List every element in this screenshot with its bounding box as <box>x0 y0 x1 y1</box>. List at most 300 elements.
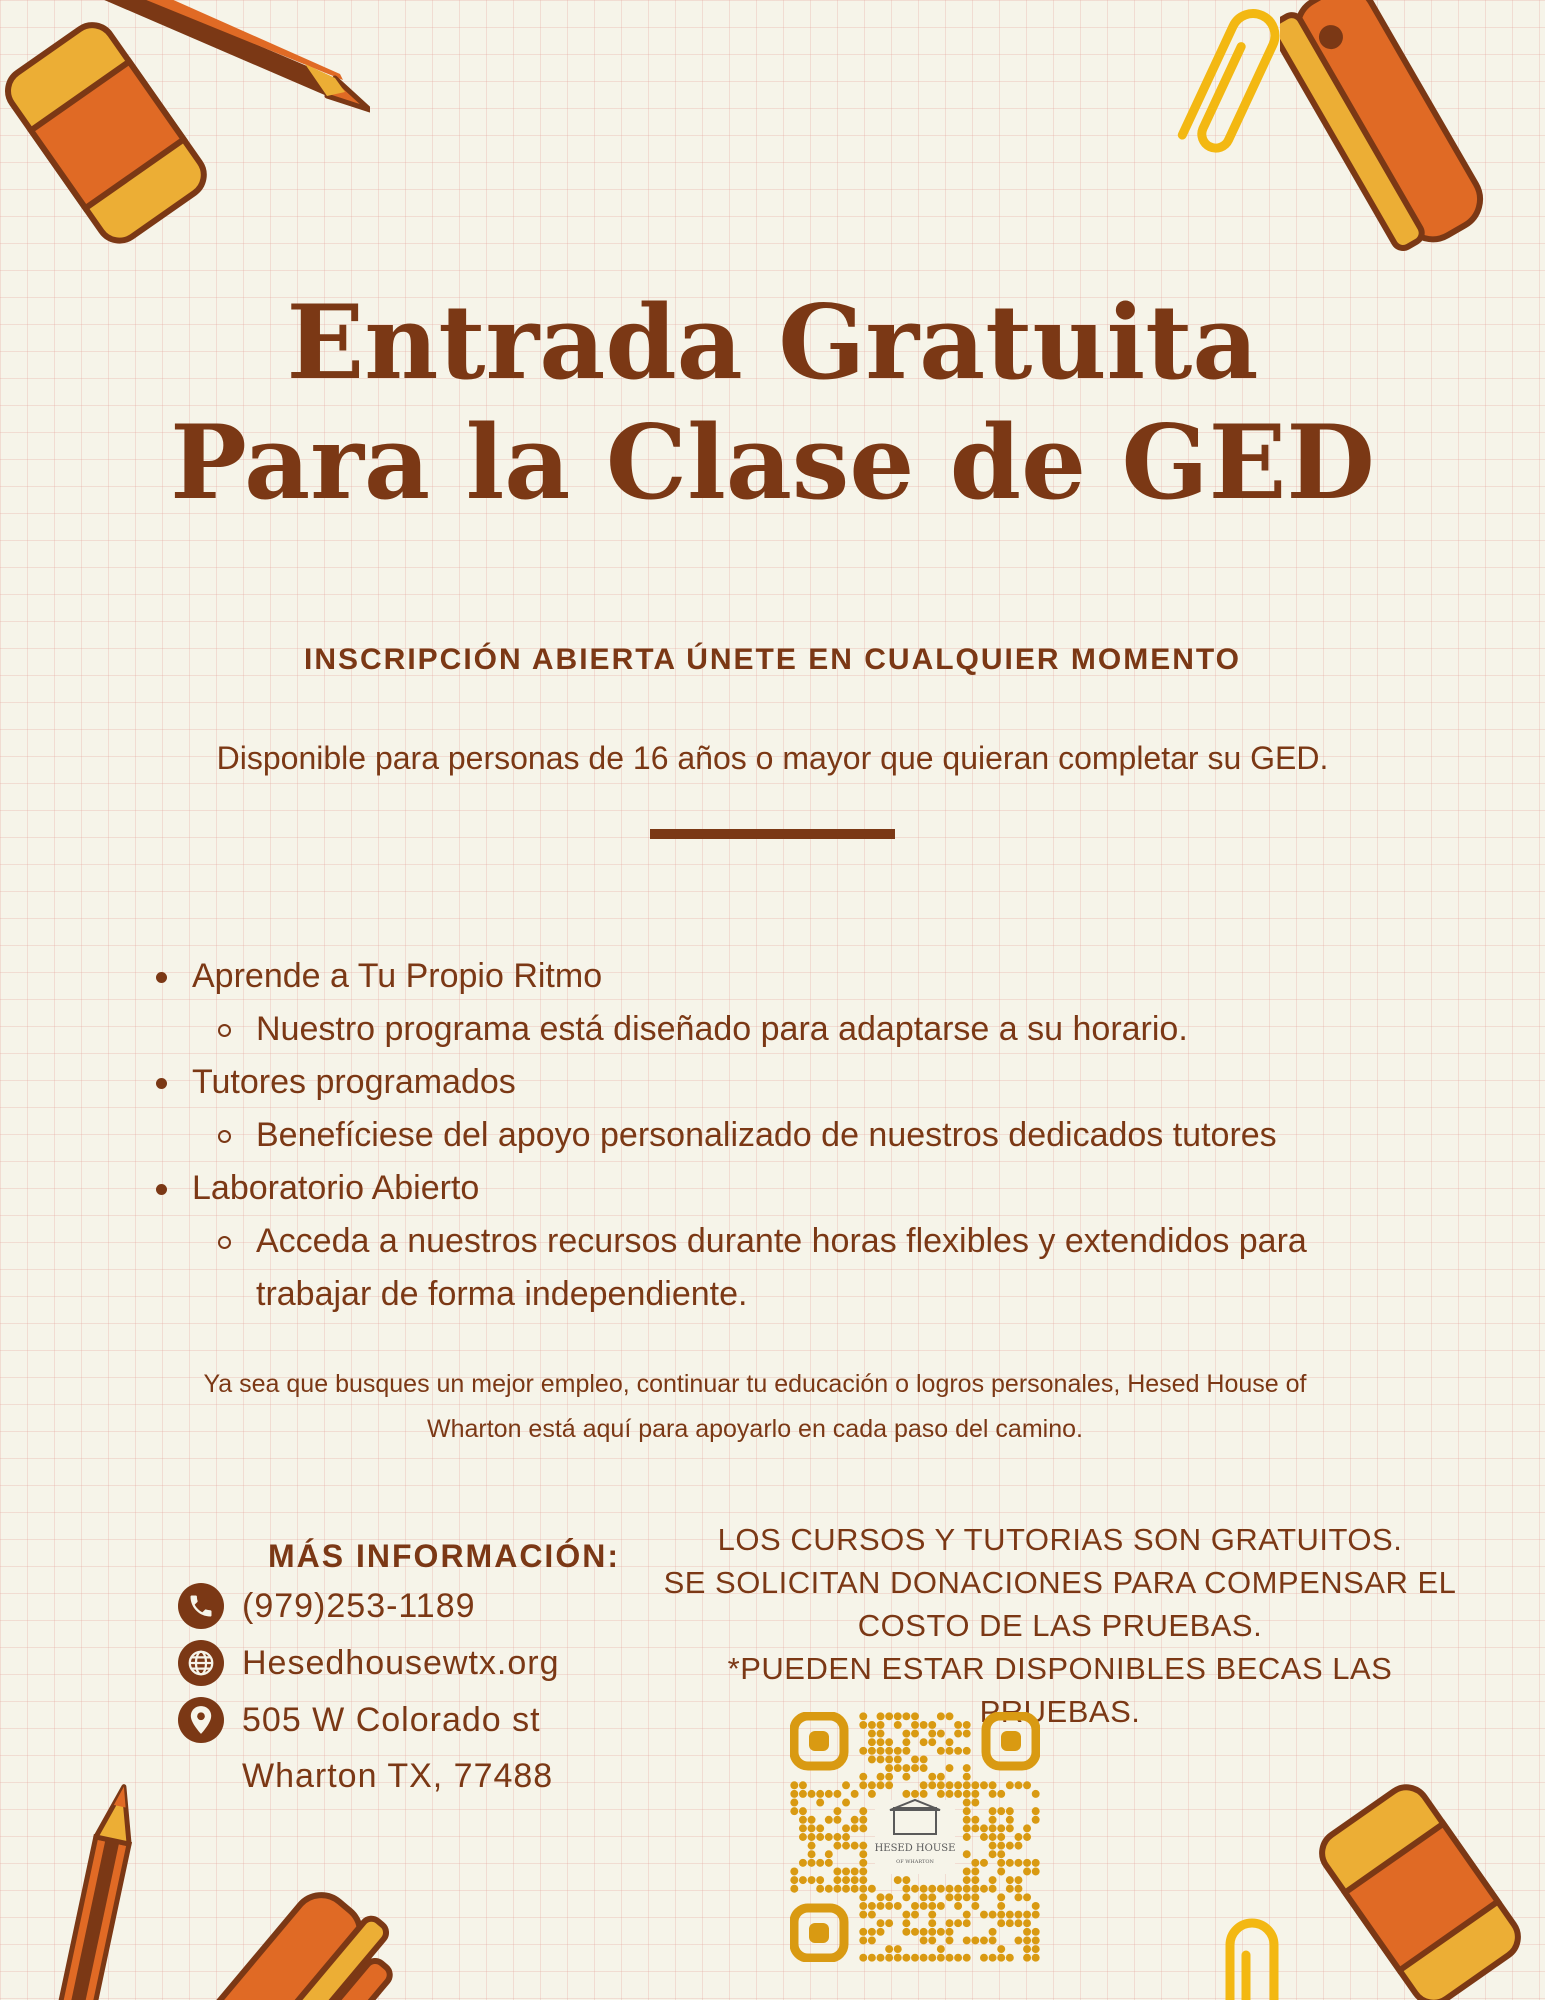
page-title <box>0 283 1545 523</box>
qr-module <box>842 1868 850 1876</box>
qr-finder-bottom-left <box>794 1908 844 1958</box>
qr-module <box>1023 1859 1031 1867</box>
title-line-1: Entrada Gratuita <box>286 283 1259 403</box>
qr-module <box>868 1885 876 1893</box>
qr-module <box>825 1790 833 1798</box>
qr-logo-name: HESED HOUSE <box>874 1843 956 1854</box>
qr-module <box>816 1876 824 1884</box>
qr-module <box>928 1730 936 1738</box>
feature-heading-tutors: Tutores programados <box>150 1056 1410 1109</box>
qr-module <box>1032 1816 1040 1824</box>
location-pin-icon <box>178 1697 224 1743</box>
availability-text: Disponible para personas de 16 años o mayor que quieran completar su GED. <box>216 740 1329 776</box>
support-line-2: Wharton está aquí para apoyarlo en cada paso del camino. <box>427 1415 1083 1443</box>
phone-number: (979)253-1189 <box>242 1587 476 1625</box>
website-link[interactable]: Hesedhousewtx.org <box>242 1644 560 1682</box>
qr-module <box>937 1712 945 1720</box>
qr-module <box>790 1885 798 1893</box>
qr-module <box>997 1807 1005 1815</box>
qr-module <box>1032 1790 1040 1798</box>
qr-module <box>877 1928 885 1936</box>
qr-module <box>902 1730 910 1738</box>
qr-module <box>1023 1928 1031 1936</box>
qr-module <box>851 1790 859 1798</box>
qr-module <box>877 1721 885 1729</box>
qr-module <box>963 1911 971 1919</box>
qr-module <box>911 1885 919 1893</box>
qr-module <box>902 1919 910 1927</box>
qr-module <box>920 1954 928 1962</box>
qr-module <box>894 1747 902 1755</box>
notice-line-4: *PUEDEN ESTAR DISPONIBLES BECAS LAS PRUEBAS. <box>727 1651 1393 1729</box>
qr-module <box>902 1738 910 1746</box>
qr-module <box>946 1928 954 1936</box>
qr-module <box>868 1755 876 1763</box>
qr-module <box>946 1738 954 1746</box>
qr-module <box>954 1954 962 1962</box>
qr-module <box>1014 1936 1022 1944</box>
notice-line-3: COSTO DE LAS PRUEBAS. <box>857 1608 1263 1643</box>
qr-module <box>971 1790 979 1798</box>
qr-module <box>971 1885 979 1893</box>
qr-module <box>902 1893 910 1901</box>
qr-module <box>980 1833 988 1841</box>
qr-module <box>1023 1945 1031 1953</box>
qr-module <box>808 1876 816 1884</box>
qr-module <box>894 1954 902 1962</box>
qr-module <box>937 1945 945 1953</box>
qr-module <box>911 1755 919 1763</box>
qr-module <box>980 1885 988 1893</box>
qr-module <box>877 1773 885 1781</box>
qr-module <box>868 1747 876 1755</box>
qr-module <box>833 1816 841 1824</box>
qr-module <box>816 1790 824 1798</box>
qr-module <box>946 1919 954 1927</box>
qr-module <box>885 1738 893 1746</box>
qr-module <box>790 1876 798 1884</box>
qr-module <box>859 1773 867 1781</box>
qr-module <box>790 1868 798 1876</box>
qr-module <box>1006 1859 1014 1867</box>
qr-module <box>877 1954 885 1962</box>
qr-module <box>816 1799 824 1807</box>
qr-module <box>851 1824 859 1832</box>
globe-icon <box>178 1640 224 1686</box>
qr-module <box>816 1824 824 1832</box>
qr-module <box>877 1730 885 1738</box>
paperclip-decoration-top <box>1170 0 1290 165</box>
qr-module <box>946 1790 954 1798</box>
qr-finder-top-right <box>986 1716 1036 1766</box>
qr-module <box>902 1747 910 1755</box>
qr-module <box>868 1721 876 1729</box>
qr-module <box>963 1790 971 1798</box>
eraser-decoration-top-left <box>0 10 220 250</box>
qr-module <box>997 1954 1005 1962</box>
qr-module <box>997 1919 1005 1927</box>
qr-module <box>859 1936 867 1944</box>
qr-module <box>954 1885 962 1893</box>
qr-module <box>842 1799 850 1807</box>
qr-module <box>1032 1954 1040 1962</box>
qr-module <box>868 1954 876 1962</box>
qr-module <box>859 1712 867 1720</box>
qr-module <box>859 1893 867 1901</box>
qr-module <box>920 1738 928 1746</box>
qr-module <box>971 1876 979 1884</box>
qr-module <box>928 1919 936 1927</box>
qr-module <box>1014 1842 1022 1850</box>
qr-module <box>963 1764 971 1772</box>
support-statement <box>70 1362 1440 1452</box>
qr-module <box>971 1868 979 1876</box>
qr-module <box>954 1790 962 1798</box>
qr-module <box>980 1954 988 1962</box>
qr-module <box>997 1859 1005 1867</box>
qr-module <box>902 1885 910 1893</box>
qr-module <box>885 1893 893 1901</box>
qr-module <box>937 1790 945 1798</box>
qr-module <box>833 1807 841 1815</box>
qr-module <box>989 1824 997 1832</box>
qr-code[interactable] <box>790 1712 1040 1962</box>
qr-module <box>1006 1842 1014 1850</box>
qr-module <box>928 1885 936 1893</box>
qr-module <box>799 1816 807 1824</box>
feature-heading-lab: Laboratorio Abierto <box>150 1162 1410 1215</box>
qr-module <box>920 1781 928 1789</box>
qr-module <box>859 1902 867 1910</box>
qr-module <box>833 1885 841 1893</box>
qr-module <box>1023 1911 1031 1919</box>
qr-module <box>1006 1824 1014 1832</box>
more-info-title: MÁS INFORMACIÓN: <box>268 1538 620 1574</box>
qr-module <box>920 1755 928 1763</box>
qr-module <box>808 1824 816 1832</box>
qr-module <box>825 1885 833 1893</box>
qr-module <box>954 1902 962 1910</box>
qr-module <box>920 1790 928 1798</box>
qr-module <box>928 1954 936 1962</box>
qr-module <box>902 1764 910 1772</box>
qr-module <box>859 1721 867 1729</box>
qr-module <box>859 1850 867 1858</box>
qr-module <box>928 1773 936 1781</box>
qr-module <box>868 1928 876 1936</box>
qr-module <box>868 1738 876 1746</box>
qr-module <box>928 1928 936 1936</box>
qr-module <box>894 1945 902 1953</box>
qr-module <box>920 1936 928 1944</box>
qr-module <box>989 1833 997 1841</box>
qr-module <box>790 1781 798 1789</box>
qr-module <box>851 1868 859 1876</box>
qr-module <box>911 1764 919 1772</box>
qr-module <box>799 1859 807 1867</box>
qr-module <box>954 1893 962 1901</box>
qr-module <box>1023 1919 1031 1927</box>
qr-module <box>963 1850 971 1858</box>
qr-module <box>894 1902 902 1910</box>
qr-module <box>989 1936 997 1944</box>
feature-detail-lab: Acceda a nuestros recursos durante horas flexibles y extendidos para trabajar de forma independiente. <box>150 1215 1410 1321</box>
qr-module <box>1032 1807 1040 1815</box>
qr-module <box>1023 1781 1031 1789</box>
qr-module <box>859 1885 867 1893</box>
qr-module <box>859 1824 867 1832</box>
qr-module <box>808 1842 816 1850</box>
qr-module <box>997 1911 1005 1919</box>
qr-module <box>894 1721 902 1729</box>
qr-module <box>868 1911 876 1919</box>
qr-module <box>911 1712 919 1720</box>
qr-module <box>877 1893 885 1901</box>
qr-module <box>980 1781 988 1789</box>
qr-module <box>920 1893 928 1901</box>
qr-module <box>920 1721 928 1729</box>
qr-module <box>1023 1954 1031 1962</box>
qr-module <box>1032 1945 1040 1953</box>
qr-module <box>833 1833 841 1841</box>
qr-module <box>790 1799 798 1807</box>
section-divider <box>650 829 895 839</box>
qr-module <box>799 1824 807 1832</box>
qr-module <box>885 1945 893 1953</box>
qr-module <box>989 1885 997 1893</box>
qr-module <box>902 1712 910 1720</box>
qr-module <box>989 1816 997 1824</box>
qr-module <box>851 1876 859 1884</box>
qr-module <box>816 1833 824 1841</box>
notice-line-1: LOS CURSOS Y TUTORIAS SON GRATUITOS. <box>717 1522 1403 1557</box>
qr-module <box>825 1850 833 1858</box>
qr-module <box>859 1747 867 1755</box>
feature-list <box>150 950 1410 1321</box>
qr-module <box>842 1842 850 1850</box>
qr-module <box>928 1893 936 1901</box>
qr-module <box>954 1919 962 1927</box>
qr-module <box>963 1781 971 1789</box>
pencil-decoration-bottom-left <box>55 1780 155 2000</box>
qr-module <box>963 1876 971 1884</box>
qr-module <box>859 1868 867 1876</box>
qr-module <box>997 1902 1005 1910</box>
qr-module <box>1014 1876 1022 1884</box>
qr-module <box>894 1755 902 1763</box>
qr-module <box>946 1712 954 1720</box>
cost-notice <box>650 1518 1470 1733</box>
qr-module <box>842 1876 850 1884</box>
qr-module <box>997 1850 1005 1858</box>
qr-module <box>1023 1893 1031 1901</box>
qr-module <box>928 1721 936 1729</box>
qr-module <box>963 1885 971 1893</box>
qr-module <box>877 1738 885 1746</box>
qr-module <box>997 1824 1005 1832</box>
qr-module <box>902 1928 910 1936</box>
qr-module <box>859 1781 867 1789</box>
feature-detail-pace: Nuestro programa está diseñado para adaptarse a su horario. <box>150 1003 1410 1056</box>
qr-module <box>920 1764 928 1772</box>
qr-module <box>937 1773 945 1781</box>
qr-module <box>911 1730 919 1738</box>
qr-module <box>971 1893 979 1901</box>
qr-module <box>963 1893 971 1901</box>
qr-module <box>894 1764 902 1772</box>
qr-module <box>1032 1928 1040 1936</box>
qr-module <box>946 1781 954 1789</box>
qr-module <box>997 1945 1005 1953</box>
qr-module <box>825 1833 833 1841</box>
qr-module <box>989 1876 997 1884</box>
paperclip-decoration-bottom <box>1210 1910 1300 2000</box>
qr-module <box>877 1747 885 1755</box>
qr-module <box>885 1712 893 1720</box>
qr-module <box>989 1928 997 1936</box>
qr-module <box>971 1816 979 1824</box>
qr-module <box>877 1919 885 1927</box>
qr-module <box>997 1842 1005 1850</box>
qr-module <box>885 1954 893 1962</box>
qr-module <box>971 1902 979 1910</box>
qr-module <box>1006 1876 1014 1884</box>
eraser-decoration-bottom-right <box>1300 1775 1545 2000</box>
qr-module <box>859 1928 867 1936</box>
qr-module <box>989 1850 997 1858</box>
address-line-2: Wharton TX, 77488 <box>242 1757 554 1795</box>
qr-module <box>877 1902 885 1910</box>
qr-module <box>808 1833 816 1841</box>
qr-module <box>1023 1936 1031 1944</box>
qr-module <box>885 1781 893 1789</box>
qr-module <box>946 1885 954 1893</box>
qr-module <box>1032 1868 1040 1876</box>
qr-module <box>1006 1954 1014 1962</box>
support-line-1: Ya sea que busques un mejor empleo, continuar tu educación o logros personales, Hesed House of <box>203 1370 1307 1398</box>
phone-icon <box>178 1583 224 1629</box>
qr-module <box>980 1859 988 1867</box>
qr-module <box>963 1868 971 1876</box>
qr-module <box>1032 1936 1040 1944</box>
qr-module <box>1014 1911 1022 1919</box>
qr-module <box>902 1876 910 1884</box>
qr-module <box>816 1859 824 1867</box>
qr-module <box>928 1902 936 1910</box>
qr-module <box>799 1781 807 1789</box>
qr-logo-subname: OF WHARTON <box>896 1859 934 1865</box>
qr-module <box>1014 1781 1022 1789</box>
notice-line-2: SE SOLICITAN DONACIONES PARA COMPENSAR EL <box>663 1565 1457 1600</box>
qr-module <box>971 1824 979 1832</box>
qr-module <box>902 1911 910 1919</box>
qr-module <box>1014 1919 1022 1927</box>
qr-module <box>885 1764 893 1772</box>
qr-finder-top-left <box>794 1716 844 1766</box>
qr-module <box>971 1799 979 1807</box>
qr-module <box>1006 1911 1014 1919</box>
qr-module <box>954 1781 962 1789</box>
qr-module <box>790 1790 798 1798</box>
qr-module <box>790 1807 798 1815</box>
qr-module <box>859 1842 867 1850</box>
qr-module <box>928 1911 936 1919</box>
qr-module <box>816 1885 824 1893</box>
qr-module <box>920 1902 928 1910</box>
qr-module <box>825 1816 833 1824</box>
qr-module <box>911 1902 919 1910</box>
address-line-1: 505 W Colorado st <box>242 1701 541 1739</box>
qr-module <box>1014 1885 1022 1893</box>
qr-module <box>980 1911 988 1919</box>
qr-module <box>920 1885 928 1893</box>
qr-module <box>997 1868 1005 1876</box>
qr-module <box>902 1790 910 1798</box>
qr-module <box>963 1919 971 1927</box>
feature-detail-tutors: Benefíciese del apoyo personalizado de nuestros dedicados tutores <box>150 1109 1410 1162</box>
qr-module <box>937 1730 945 1738</box>
qr-module <box>1014 1859 1022 1867</box>
qr-center-logo <box>875 1800 956 1874</box>
qr-module <box>833 1790 841 1798</box>
stapler-decoration-top-right <box>1280 0 1545 265</box>
qr-module <box>920 1928 928 1936</box>
qr-module <box>911 1911 919 1919</box>
qr-module <box>894 1876 902 1884</box>
qr-module <box>851 1885 859 1893</box>
qr-module <box>946 1936 954 1944</box>
qr-module <box>808 1816 816 1824</box>
qr-module <box>963 1936 971 1944</box>
qr-module <box>963 1816 971 1824</box>
qr-module <box>997 1893 1005 1901</box>
qr-module <box>963 1721 971 1729</box>
qr-module <box>963 1747 971 1755</box>
qr-module <box>799 1790 807 1798</box>
qr-module <box>851 1842 859 1850</box>
qr-module <box>1032 1859 1040 1867</box>
qr-module <box>928 1781 936 1789</box>
qr-module <box>963 1833 971 1841</box>
qr-module <box>868 1730 876 1738</box>
qr-module <box>937 1954 945 1962</box>
stapler-decoration-bottom <box>210 1870 430 2000</box>
qr-module <box>989 1790 997 1798</box>
qr-module <box>937 1781 945 1789</box>
qr-module <box>1006 1919 1014 1927</box>
qr-module <box>989 1781 997 1789</box>
qr-module <box>1032 1902 1040 1910</box>
qr-module <box>997 1833 1005 1841</box>
qr-module <box>808 1790 816 1798</box>
qr-module <box>937 1885 945 1893</box>
qr-module <box>963 1807 971 1815</box>
qr-module <box>902 1773 910 1781</box>
qr-module <box>1006 1807 1014 1815</box>
qr-module <box>946 1893 954 1901</box>
qr-module <box>928 1936 936 1944</box>
qr-module <box>963 1730 971 1738</box>
qr-module <box>859 1911 867 1919</box>
qr-module <box>954 1721 962 1729</box>
qr-module <box>954 1747 962 1755</box>
qr-module <box>808 1859 816 1867</box>
qr-module <box>885 1773 893 1781</box>
qr-module <box>833 1842 841 1850</box>
qr-module <box>911 1790 919 1798</box>
qr-module <box>808 1850 816 1858</box>
qr-module <box>946 1764 954 1772</box>
